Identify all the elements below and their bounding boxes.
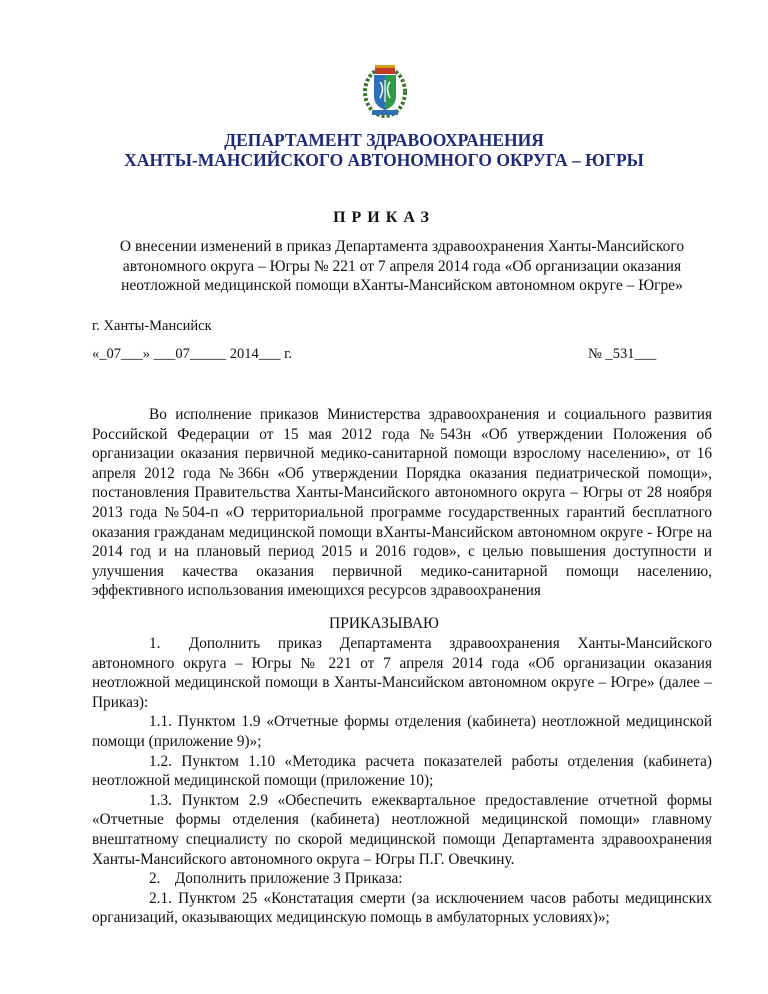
item-text: Дополнить приложение 3 Приказа: [174,870,403,888]
coat-of-arms-icon [363,62,407,120]
item-text: 1.3. Пунктом 2.9 «Обеспечить ежеквартальное предоставление отчетной формы «Отчетные формы отделения (кабинета) неотложной медицинской помощи» главному внештатному специалисту по скорой медицинской помощи Департамента здравоохранения Ханты-Мансийского автономного округа – Югры П.Г. Овечкину. [92,791,712,868]
department-name-line1: ДЕПАРТАМЕНТ ЗДРАВООХРАНЕНИЯ [224,130,544,150]
department-name-line2: ХАНТЫ-МАНСИЙСКОГО АВТОНОМНОГО ОКРУГА – ЮГРЫ [124,150,644,170]
order-subject: О внесении изменений в приказ Департамента здравоохранения Ханты-Мансийского автономного округа – Югры № 221 от 7 апреля 2014 года «Об организации оказания неотложной медицинской помощи вХанты-Мансийском автономном округе – Югре» [119,238,685,294]
item-number: 2. [149,870,161,888]
document-type-title: ПРИКАЗ [333,209,435,226]
item-number: 1. [149,635,161,652]
order-item-1 [92,634,712,712]
item-text: Дополнить приказ Департамента здравоохранения Ханты-Мансийского автономного округа – Югры № 221 от 7 апреля 2014 года «Об организации оказания неотложной медицинской помощи в Ханты-Мансийском автономном округе – Югре» (далее – Приказ): [92,635,712,711]
order-items [92,634,712,928]
issue-date: «_07___» ___07_____ 2014___ г. [92,346,293,362]
item-text: 1.1. Пунктом 1.9 «Отчетные формы отделения (кабинета) неотложной медицинской помощи (приложение 9)»; [92,713,712,750]
preamble-paragraph [92,405,712,601]
order-item-1-2 [92,752,712,791]
order-item-2 [92,869,712,889]
issue-city: г. Ханты-Мансийск [92,318,212,334]
order-word-heading: ПРИКАЗЫВАЮ [329,615,439,632]
preamble-text: Во исполнение приказов Министерства здравоохранения и социального развития Российской Федерации от 15 мая 2012 года №543н «Об утверждении Положения об организации оказания первичной медико-санитарной помощи взрослому населению», от 16 апреля 2012 года №366н «Об утверждении Порядка оказания педиатрической помощи», постановления Правительства Ханты-Мансийского автономного округа – Югры от 28 ноября 2013 года №504-п «О территориальной программе государственных гарантий бесплатного оказания гражданам медицинской помощи вХанты-Мансийском автономном округе - Югре на 2014 год и на плановый период 2015 и 2016 годов», с целью повышения доступности и улучшения качества оказания первичной медико-санитарной помощи населению, эффективного использования имеющихся ресурсов здравоохранения [92,406,712,600]
order-item-1-1 [92,712,712,751]
item-text: 1.2. Пунктом 1.10 «Методика расчета показателей работы отделения (кабинета) неотложной медицинской помощи (приложение 10); [92,752,712,790]
order-number: № _531___ [588,346,657,362]
order-item-2-1 [92,889,712,928]
order-item-1-3 [92,791,712,869]
item-text: 2.1. Пунктом 25 «Констатация смерти (за исключением часов работы медицинских организаций, оказывающих медицинскую помощь в амбулаторных условиях)»; [92,889,712,927]
